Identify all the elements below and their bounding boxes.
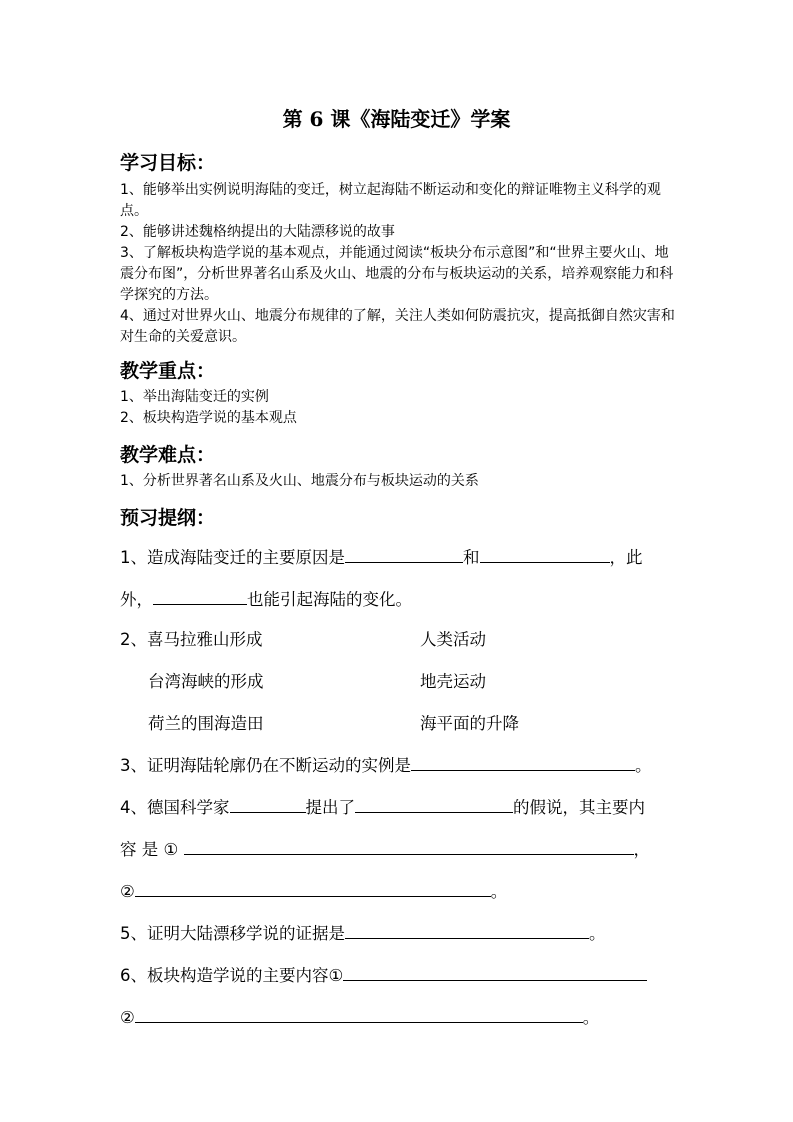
- question-4-line-1: 4、德国科学家 提出了 的假说，其主要内: [120, 794, 645, 818]
- objectives-list: [120, 180, 680, 348]
- answer-blank[interactable]: [135, 878, 491, 897]
- match-left-item: 2、喜马拉雅山形成: [120, 630, 263, 649]
- key-points-list: [120, 387, 680, 429]
- key-point-item: 1、举出海陆变迁的实例: [120, 389, 269, 405]
- key-point-item: 2、板块构造学说的基本观点: [120, 410, 297, 426]
- answer-blank[interactable]: [184, 836, 634, 855]
- match-left-item: 台湾海峡的形成: [148, 672, 264, 691]
- difficulties-heading: 教学难点：: [120, 444, 216, 466]
- question-6-line-1: 6、板块构造学说的主要内容①: [120, 962, 647, 986]
- match-right-item: 海平面的升降: [420, 714, 519, 733]
- match-right-item: 地壳运动: [420, 672, 486, 691]
- question-3: 3、证明海陆轮廓仍在不断运动的实例是 。: [120, 752, 652, 776]
- question-6-line-2: ② 。: [120, 1004, 599, 1028]
- objectives-heading: 学习目标：: [120, 152, 216, 174]
- answer-blank[interactable]: [411, 752, 635, 771]
- answer-blank[interactable]: [355, 794, 513, 813]
- question-4-line-2: 容 是 ① ，: [120, 836, 650, 860]
- preview-heading: 预习提纲：: [120, 507, 216, 529]
- question-5: 5、证明大陆漂移学说的证据是 。: [120, 920, 606, 944]
- question-1-line-1: 1、造成海陆变迁的主要原因是 和 ，此: [120, 544, 643, 568]
- answer-blank[interactable]: [345, 920, 589, 939]
- difficulties-list: [120, 471, 680, 492]
- answer-blank[interactable]: [153, 586, 247, 605]
- answer-blank[interactable]: [135, 1004, 583, 1023]
- answer-blank[interactable]: [343, 962, 647, 981]
- difficulty-item: 1、分析世界著名山系及火山、地震分布与板块运动的关系: [120, 473, 479, 489]
- page-title: 第 6 课《海陆变迁》学案: [282, 107, 511, 131]
- objective-item: 4、通过对世界火山、地震分布规律的了解，关注人类如何防震抗灾，提高抵御自然灾害和对生命的关爱意识。: [120, 308, 675, 345]
- question-4-line-3: ② 。: [120, 878, 507, 902]
- answer-blank[interactable]: [230, 794, 306, 813]
- match-right-item: 人类活动: [420, 630, 486, 649]
- key-points-heading: 教学重点：: [120, 360, 216, 382]
- objective-item: 3、了解板块构造学说的基本观点，并能通过阅读“板块分布示意图”和“世界主要火山、地震分布图”，分析世界著名山系及火山、地震的分布与板块运动的关系，培养观察能力和科学探究的方法。: [120, 245, 674, 303]
- objective-item: 2、能够讲述魏格纳提出的大陆漂移说的故事: [120, 224, 395, 240]
- match-left-item: 荷兰的围海造田: [148, 714, 264, 733]
- question-1-line-2: 外， 也能引起海陆的变化。: [120, 586, 412, 610]
- objective-item: 1、能够举出实例说明海陆的变迁，树立起海陆不断运动和变化的辩证唯物主义科学的观点。: [120, 182, 661, 219]
- answer-blank[interactable]: [480, 544, 610, 563]
- answer-blank[interactable]: [345, 544, 463, 563]
